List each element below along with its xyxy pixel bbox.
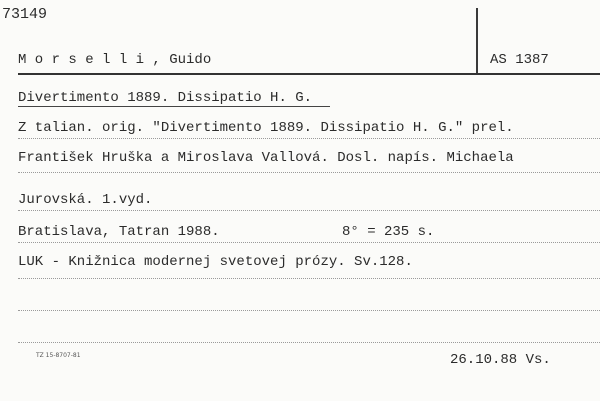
book-title: Divertimento 1889. Dissipatio H. G.: [18, 90, 313, 106]
catalog-number: 73149: [2, 6, 48, 23]
date-initials: 26.10.88 Vs.: [450, 352, 551, 368]
header-rule: [18, 73, 600, 75]
dotted-rule: [18, 278, 600, 279]
imprint: Bratislava, Tatran 1988.: [18, 224, 220, 240]
format-pages: 8° = 235 s.: [342, 224, 435, 240]
printer-code: TZ 15-8707-81: [36, 352, 81, 359]
description-line-2: František Hruška a Miroslava Vallová. Dosl. napís. Michaela: [18, 150, 514, 166]
dotted-rule: [18, 342, 600, 343]
title-underline: [18, 106, 330, 107]
vertical-rule: [476, 8, 478, 74]
dotted-rule: [18, 242, 600, 243]
dotted-rule: [18, 310, 600, 311]
dotted-rule: [18, 138, 600, 139]
dotted-rule: [18, 172, 600, 173]
series-note: LUK - Knižnica modernej svetovej prózy. Sv.128.: [18, 254, 413, 270]
description-line-3: Jurovská. 1.vyd.: [18, 192, 153, 208]
description-line-1: Z talian. orig. "Divertimento 1889. Dissipatio H. G." prel.: [18, 120, 514, 136]
author-name: M o r s e l l i , Guido: [18, 52, 212, 68]
dotted-rule: [18, 210, 600, 211]
shelf-signature: AS 1387: [490, 52, 549, 68]
